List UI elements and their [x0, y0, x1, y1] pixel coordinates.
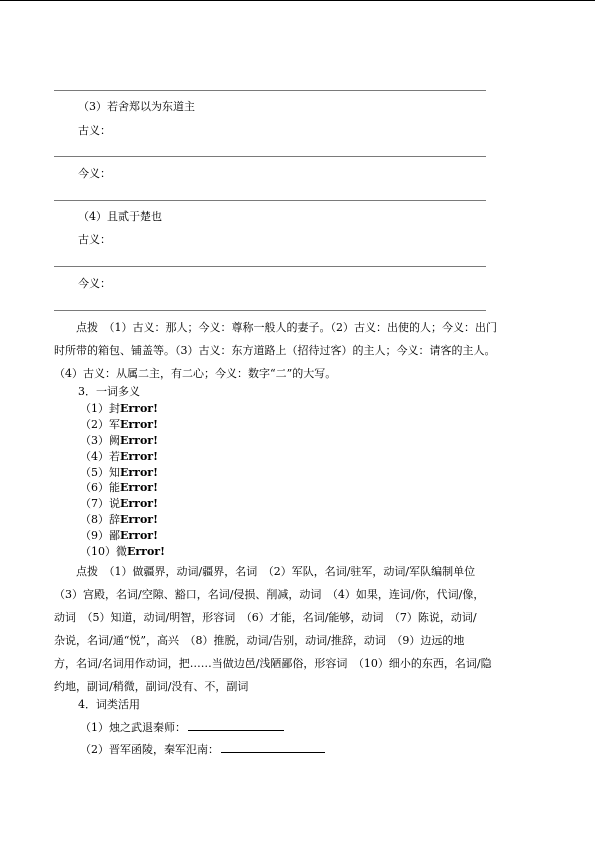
hint-line: 方，名词/名词用作动词，把……当做边邑/浅陋鄙俗，形容词 （10）细小的东西，名词/隐 — [54, 657, 492, 670]
hint-line: 点拨 （1）做疆界，动词/疆界，名词 （2）军队，名词/驻军，动词/军队编制单位 — [76, 565, 476, 578]
polysemy-label: （2）军 — [80, 418, 120, 431]
polysemy-label: （8）辞 — [80, 513, 120, 526]
q4-modern-meaning-label: 今义： — [78, 277, 111, 290]
error-text: Error! — [120, 529, 158, 542]
error-text: Error! — [120, 466, 158, 479]
polysemy-label: （3）阙 — [80, 434, 120, 447]
error-text: Error! — [120, 513, 158, 526]
error-text: Error! — [120, 497, 158, 510]
hint-paragraph-polysemy — [54, 560, 544, 698]
answer-line — [54, 200, 486, 201]
polysemy-item — [80, 434, 158, 448]
polysemy-label: （5）知 — [80, 466, 120, 479]
answer-line — [54, 266, 486, 267]
hint-line: （4）古义：从属二主，有二心；今义：数字“二”的大写。 — [54, 367, 337, 380]
section-3-heading: 3．一词多义 — [78, 385, 140, 398]
hint-line: 杂说，名词/通“悦”，高兴 （8）推脱，动词/告别，动词/推辞，动词 （9）边远的地 — [54, 634, 465, 647]
question-3-title: （3）若舍郑以为东道主 — [78, 100, 195, 113]
polysemy-item — [80, 513, 158, 527]
question-4-title: （4）且贰于楚也 — [78, 210, 162, 223]
question-text: （2）晋军函陵，秦军氾南： — [80, 743, 219, 756]
error-text: Error! — [127, 545, 165, 558]
hint-line: 时所带的箱包、铺盖等。（3）古义：东方道路上（招待过客）的主人；今义：请客的主人。 — [54, 344, 496, 357]
polysemy-label: （7）说 — [80, 497, 120, 510]
question-text: （1）烛之武退秦师： — [80, 721, 186, 734]
hint-line: 点拨 （1）古义：那人；今义：尊称一般人的妻子。（2）古义：出使的人；今义：出门 — [76, 321, 497, 334]
polysemy-item — [80, 481, 158, 495]
answer-blank[interactable] — [188, 719, 284, 731]
polysemy-label: （4）若 — [80, 450, 120, 463]
page-top-border — [0, 0, 595, 1]
polysemy-item — [80, 418, 158, 432]
polysemy-item — [80, 545, 165, 559]
q3-ancient-meaning-label: 古义： — [78, 124, 111, 137]
polysemy-label: （1）封 — [80, 402, 120, 415]
hint-paragraph-ancient-modern — [54, 316, 544, 385]
polysemy-item — [80, 466, 158, 480]
polysemy-label: （6）能 — [80, 481, 120, 494]
hint-line: 动词 （5）知道，动词/明智，形容词 （6）才能，名词/能够，动词 （7）陈说，动词/ — [54, 611, 477, 624]
polysemy-label: （9）鄙 — [80, 529, 120, 542]
answer-line — [54, 90, 486, 91]
error-text: Error! — [120, 450, 158, 463]
section-4-heading: 4．词类活用 — [78, 698, 140, 711]
word-class-question-2 — [80, 741, 325, 757]
error-text: Error! — [120, 418, 158, 431]
answer-line — [54, 156, 486, 157]
polysemy-item — [80, 450, 158, 464]
q3-modern-meaning-label: 今义： — [78, 167, 111, 180]
polysemy-item — [80, 529, 158, 543]
answer-line — [54, 310, 486, 311]
error-text: Error! — [120, 402, 158, 415]
q4-ancient-meaning-label: 古义： — [78, 233, 111, 246]
hint-line: 约地，副词/稍微，副词/没有、不，副词 — [54, 680, 249, 693]
polysemy-label: （10）微 — [80, 545, 127, 558]
word-class-question-1 — [80, 719, 284, 735]
polysemy-item — [80, 497, 158, 511]
error-text: Error! — [120, 434, 158, 447]
polysemy-item — [80, 402, 158, 416]
hint-line: （3）宫殿，名词/空隙、豁口，名词/侵损、削减，动词 （4）如果，连词/你，代词/像， — [54, 588, 485, 601]
error-text: Error! — [120, 481, 158, 494]
answer-blank[interactable] — [221, 741, 325, 753]
